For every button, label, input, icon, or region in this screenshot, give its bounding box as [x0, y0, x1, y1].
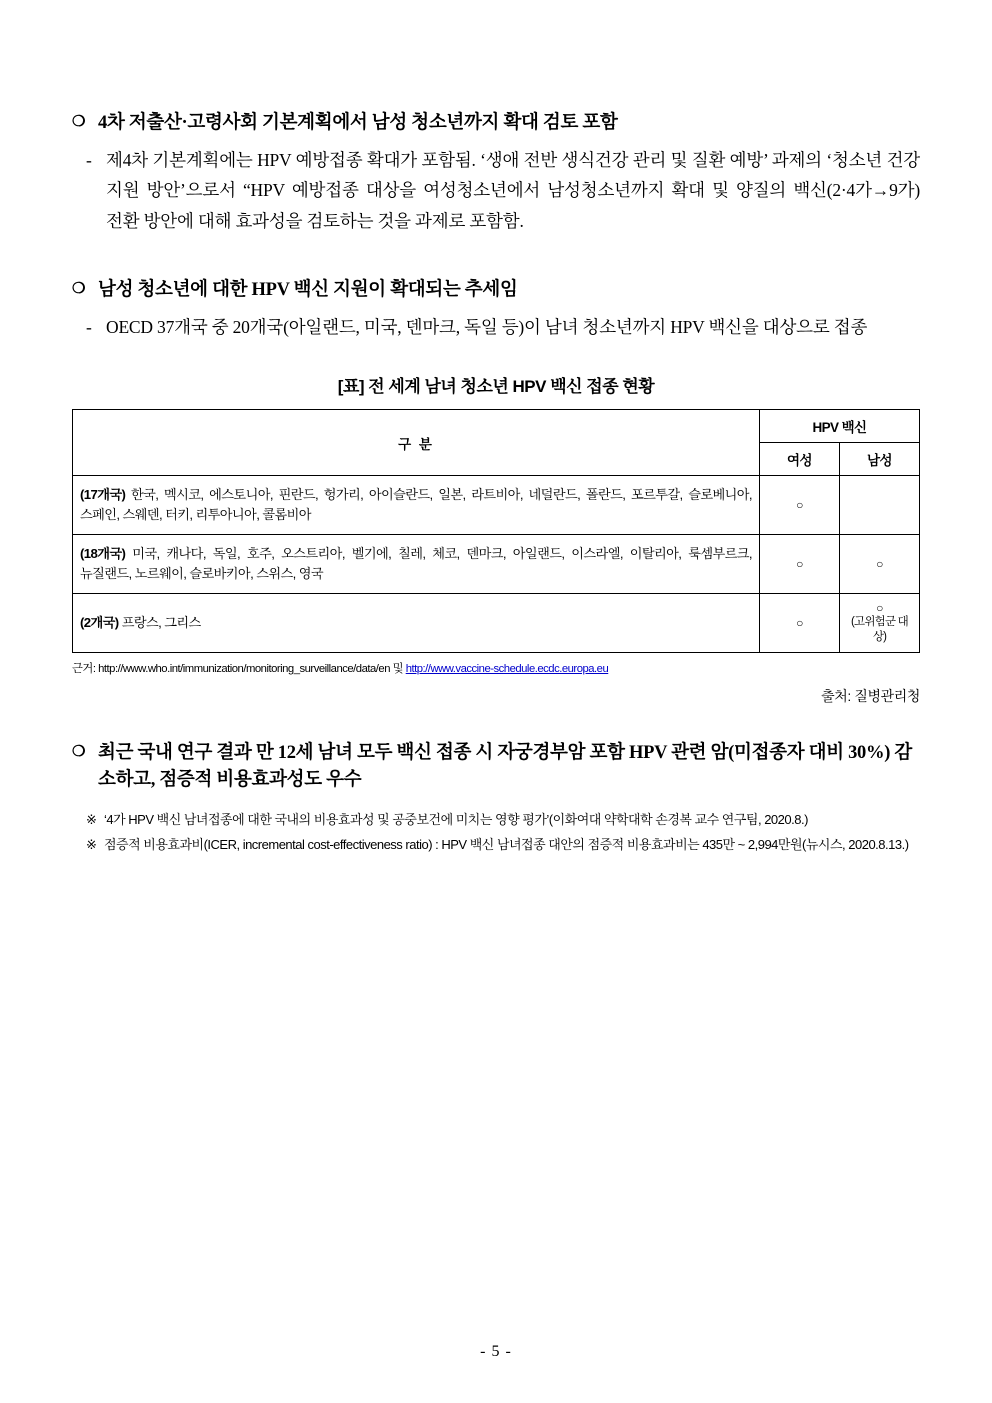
- section-3-heading: [72, 740, 920, 794]
- section-1-bullet-1: [72, 145, 920, 237]
- section-1: [72, 110, 920, 237]
- spacer: [72, 243, 920, 277]
- table-cell-countries: [73, 476, 760, 535]
- page-footer: [0, 1343, 992, 1361]
- table-cell-count-label: (17개국): [80, 486, 126, 502]
- table-row: [73, 594, 920, 653]
- table-cell-country-list: 한국, 멕시코, 에스토니아, 핀란드, 헝가리, 아이슬란드, 일본, 라트비아, 네덜란드, 폴란드, 포르투갈, 슬로베니아, 스페인, 스웨덴, 터키, 리투아니아, 콜롬비아: [80, 486, 752, 523]
- section-1-heading-text: 4차 저출산·고령사회 기본계획에서 남성 청소년까지 확대 검토 포함: [98, 113, 618, 133]
- circle-mark-icon: ○: [876, 557, 883, 572]
- table-cell-male-mark: [840, 476, 920, 535]
- circle-mark-icon: ○: [796, 616, 803, 631]
- circle-mark-icon: ○: [796, 498, 803, 513]
- dash-marker-icon: -: [86, 316, 92, 337]
- table-header-female: 여성: [760, 443, 840, 476]
- table-header-male: 남성: [840, 443, 920, 476]
- table-cell-count-label: (2개국): [80, 614, 119, 630]
- circle-mark-icon: ○: [796, 557, 803, 572]
- section-1-heading: [72, 110, 920, 137]
- section-3-note-2: [72, 835, 920, 856]
- table-source-note: [72, 660, 920, 676]
- section-2: [72, 277, 920, 342]
- page-number: - 5 -: [480, 1343, 512, 1360]
- table-header-group: HPV 백신: [760, 410, 920, 443]
- section-2-heading-text: 남성 청소년에 대한 HPV 백신 지원이 확대되는 추세임: [98, 279, 518, 300]
- section-2-heading: [72, 277, 920, 304]
- table-row: [73, 476, 920, 535]
- bullet-circle-icon: ❍: [72, 114, 86, 130]
- table-header-gubun-text: 구 분: [398, 436, 434, 452]
- table-row: [73, 535, 920, 594]
- bullet-circle-icon: ❍: [72, 744, 86, 761]
- table-cell-country-list: 미국, 캐나다, 독일, 호주, 오스트리아, 벨기에, 칠레, 체코, 덴마크, 아일랜드, 이스라엘, 이탈리아, 룩셈부르크, 뉴질랜드, 노르웨이, 슬로바키아, 스위스, 영국: [80, 545, 752, 582]
- section-3-note-1-text: ‘4가 HPV 백신 남녀접종에 대한 국내의 비용효과성 및 공중보건에 미치는 영향 평가’(이화여대 약학대학 손경복 교수 연구팀, 2020.8.): [104, 811, 808, 827]
- circle-mark-icon: ○: [876, 601, 883, 616]
- table-cell-female-mark: [760, 535, 840, 594]
- table-source-prefix: 근거: http://www.who.int/immunization/monitoring_surveillance/data/en 및: [72, 663, 406, 676]
- table-cell-country-list: 프랑스, 그리스: [121, 614, 201, 630]
- table-cell-male-mark: [840, 594, 920, 653]
- table-cell-male-mark: [840, 535, 920, 594]
- table-source-right: 출처: 질병관리청: [821, 688, 920, 705]
- table-cell-female-mark: [760, 476, 840, 535]
- section-3-note-2-text: 점증적 비용효과비(ICER, incremental cost-effectiveness ratio) : HPV 백신 남녀접종 대안의 점증적 비용효과비는 435만 ~ 2,994만원(뉴시스, 2020.8.13.): [104, 836, 909, 852]
- section-3: [72, 740, 920, 855]
- bullet-circle-icon: ❍: [72, 280, 86, 297]
- reference-mark-icon: ※: [86, 811, 97, 827]
- table-cell-male-note: (고위험군 대상): [851, 616, 908, 644]
- spacer: [72, 706, 920, 740]
- table-cell-countries: [73, 594, 760, 653]
- table-cell-countries: [73, 535, 760, 594]
- section-3-note-1: [72, 810, 920, 831]
- table-cell-female-mark: [760, 594, 840, 653]
- table-title: [표] 전 세계 남녀 청소년 HPV 백신 접종 현황: [337, 377, 655, 397]
- dash-marker-icon: -: [86, 149, 92, 170]
- reference-mark-icon: ※: [86, 836, 97, 852]
- table-source-link[interactable]: http://www.vaccine-schedule.ecdc.europa.eu: [405, 663, 609, 676]
- hpv-vaccination-table: [72, 409, 920, 653]
- table-header-gubun: [73, 410, 760, 476]
- section-1-bullet-1-text: 제4차 기본계획에는 HPV 예방접종 확대가 포함됨. ‘생애 전반 생식건강 관리 및 질환 예방’ 과제의 ‘청소년 건강 지원 방안’으로서 “HPV 예방접종 대상을 여성청소년에서 남성청소년까지 확대 및 양질의 백신(2·4가→9가) 전환 방안에 대해 효과성을 검토하는 것을 과제로 포함함.: [106, 149, 920, 232]
- spacer: [72, 794, 920, 806]
- table-cell-count-label: (18개국): [80, 545, 126, 561]
- table-header-row-1: [73, 410, 920, 443]
- section-2-bullet-1-text: OECD 37개국 중 20개국(아일랜드, 미국, 덴마크, 독일 등)이 남녀 청소년까지 HPV 백신을 대상으로 접종: [106, 316, 868, 337]
- section-3-heading-text: 최근 국내 연구 결과 만 12세 남녀 모두 백신 접종 시 자궁경부암 포함 HPV 관련 암(미접종자 대비 30%) 감소하고, 점증적 비용효과성도 우수: [98, 743, 912, 790]
- section-2-bullet-1: [72, 312, 920, 343]
